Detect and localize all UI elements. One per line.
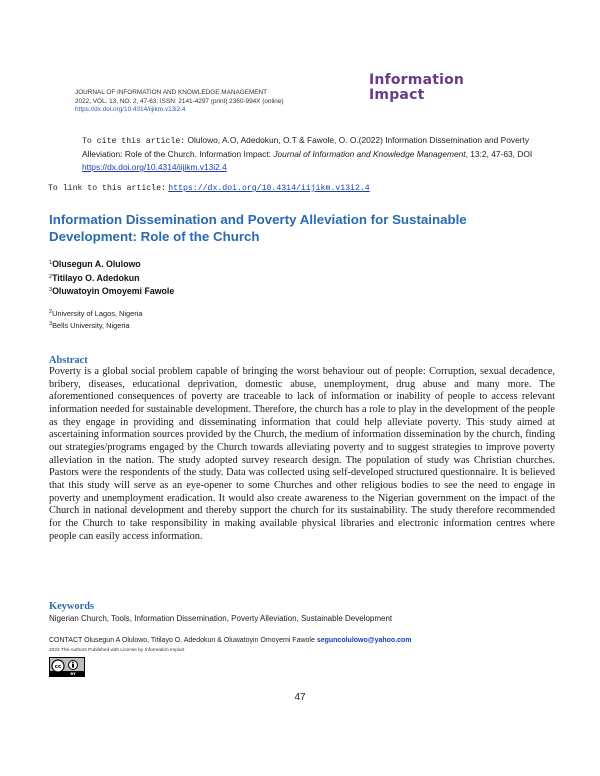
journal-meta: 2022, VOL. 13, NO. 2, 47-63; ISSN: 2141-4297 (print) 2360-994X (online) — [75, 97, 284, 105]
logo-line-1: Information — [369, 72, 465, 88]
cite-tail: , 13:2, 47-63, DOI — [465, 149, 533, 159]
information-impact-logo — [369, 73, 464, 103]
affiliation-1: $^2$University of Lagos, Nigeria — [49, 309, 143, 318]
citation-block — [82, 134, 552, 174]
affiliation-2: $^3$Bells University, Nigeria — [49, 321, 130, 330]
cite-authors: Olulowo, A.O, Adedokun, O.T & Fawole, O. O.(2022) Information Dissemination and Poverty Alleviation: Role of the Church. Information Impact: — [82, 135, 530, 159]
journal-header — [75, 89, 284, 115]
contact-text: CONTACT Olusegun A Olulowo, Titilayo O. Adedokun & Oluwatoyin Omoyemi Fawole — [49, 637, 317, 644]
cite-journal: Journal of Information and Knowledge Management — [273, 149, 466, 159]
svg-text:BY: BY — [70, 672, 76, 676]
cc-by-icon — [50, 658, 84, 676]
cite-label: To cite this article: — [82, 137, 186, 146]
contact-line — [49, 637, 412, 644]
abstract-text: Poverty is a global social problem capable of bringing the worst behaviour out of people: Corruption, sexual decadence, bribery, diseases, educational deprivation, domestic abuse, unemployment, drug abuse and many more. The aforementioned consequences of poverty are traceable to lack of information or inability of people to access relevant information needed for sustainable development. Therefore, the church has a role to play in the development of the people as they engage in providing and disseminating information that could help alleviate poverty. This study aimed at ascertaining information sources provided by the Church, the medium of information dissemination by the church, finding out strategies/programs engaged by the Church towards alleviating poverty and to suggest strategies to improve poverty alleviation in the nation. The study adopted survey research design. The population of study was Christian churches. Pastors were the respondents of the study. Data was collected using self-developed structured questionnaire. It is believed that this study will serve as an eye-opener to some Churches and other religious bodies to see the need to engage in poverty and unemployment eradication. It would also create awareness to the Nigerian government on the impact of the Church in national development and thereby support the church for its sustainability. The study therefore recommended for the Church to take responsibility in making available physical libraries and electronic information centres where people can easily access information. — [49, 366, 555, 542]
journal-name: JOURNAL OF INFORMATION AND KNOWLEDGE MANAGEMENT — [75, 89, 268, 96]
cc-license-badge[interactable] — [49, 657, 85, 677]
abstract-heading: Abstract — [49, 355, 88, 366]
link-label: To link to this article: — [48, 184, 166, 193]
article-link[interactable]: https://dx.doi.org/10.4314/iijikm.v13i2.4 — [168, 184, 370, 193]
logo-line-2: Impact — [369, 87, 425, 103]
author-1: $^1$Olusegun A. Olulowo — [49, 259, 141, 269]
author-2: $^2$Titilayo O. Adedokun — [49, 272, 140, 283]
svg-text:cc: cc — [54, 664, 62, 671]
author-list — [49, 257, 174, 298]
journal-doi-link[interactable]: https://dx.doi.org/10.4314/iijikm.v13i2.4 — [75, 106, 186, 114]
keywords-text: Nigerian Church, Tools, Information Dissemination, Poverty Alleviation, Sustainable Development — [49, 614, 393, 623]
copyright-line: 2022 The Authors Published with License by Information Impact — [49, 648, 185, 653]
paper-title: Information Dissemination and Poverty Alleviation for Sustainable Development: Role of the Church — [49, 212, 467, 244]
contact-email[interactable]: seguncolulowo@yahoo.com — [316, 637, 412, 644]
keywords-heading: Keywords — [49, 601, 95, 612]
author-3: $^3$Oluwatoyin Omoyemi Fawole — [49, 286, 175, 296]
cite-doi-link[interactable]: https://dx.doi.org/10.4314/iijikm.v13i2.4 — [82, 162, 227, 172]
page-number: 47 — [294, 692, 306, 703]
article-link-line — [48, 181, 370, 195]
affiliations — [49, 307, 142, 331]
